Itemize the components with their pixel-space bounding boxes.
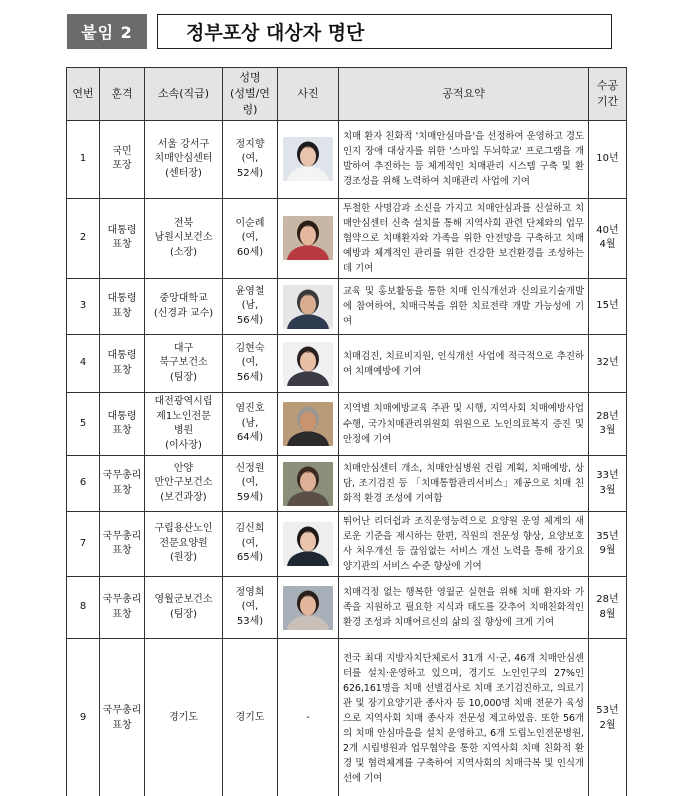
table-row — [67, 639, 627, 796]
service-period: 35년 9월 — [589, 512, 627, 577]
portrait-photo — [283, 522, 333, 566]
photo-cell — [278, 577, 339, 639]
row-number: 8 — [67, 577, 100, 639]
person-name: 김신희 (여, 65세) — [223, 512, 278, 577]
service-period: 28년 8월 — [589, 577, 627, 639]
affiliation: 중앙대학교 (신경과 교수) — [145, 279, 223, 335]
award-type: 국무총리 표창 — [100, 639, 145, 796]
person-name: 정지향 (여, 52세) — [223, 120, 278, 198]
page-title: 정부포상 대상자 명단 — [157, 14, 612, 49]
table-row — [67, 393, 627, 456]
header-award: 훈격 — [100, 68, 145, 121]
header-no: 연번 — [67, 68, 100, 121]
row-number: 7 — [67, 512, 100, 577]
portrait-photo — [283, 216, 333, 260]
photo-cell — [278, 335, 339, 393]
award-type: 국무총리 표창 — [100, 512, 145, 577]
affiliation: 대구 북구보건소 (팀장) — [145, 335, 223, 393]
row-number: 2 — [67, 198, 100, 278]
service-period: 33년 3월 — [589, 456, 627, 512]
service-period: 53년 2월 — [589, 639, 627, 796]
header-summary: 공적요약 — [339, 68, 589, 121]
affiliation: 구립용산노인 전문요양원 (원장) — [145, 512, 223, 577]
merit-summary: 치매걱정 없는 행복한 영월군 실현을 위해 치매 환자와 가족을 지원하고 필요한 지식과 태도를 갖추어 치매친화적인 환경 조성과 치매어르신의 삶의 질 향상에 크게 기여 — [339, 577, 589, 639]
award-type: 대통령 표창 — [100, 335, 145, 393]
merit-summary: 투철한 사명감과 소신을 가지고 치매안심과를 신설하고 치매안심센터 신축 설치를 통해 지역사회 관련 단체와의 업무협약으로 치매환자와 가족을 위한 안전망을 구축하고 치매예방과 체계적인 관리를 위한 건강한 보건환경을 조성하는데 기여 — [339, 198, 589, 278]
header-period: 수공 기간 — [589, 68, 627, 121]
service-period: 40년 4월 — [589, 198, 627, 278]
portrait-photo — [283, 586, 333, 630]
portrait-photo — [283, 402, 333, 446]
merit-summary: 치매검진, 치료비지원, 인식개선 사업에 적극적으로 추진하여 치매예방에 기여 — [339, 335, 589, 393]
table-row — [67, 279, 627, 335]
award-type: 국민 포장 — [100, 120, 145, 198]
photo-cell — [278, 512, 339, 577]
affiliation: 영월군보건소 (팀장) — [145, 577, 223, 639]
affiliation: 전북 남원시보건소 (소장) — [145, 198, 223, 278]
merit-summary: 지역별 치매예방교육 주관 및 시행, 지역사회 치매예방사업 수행, 국가치매관리위원회 위원으로 노인의료복지 증진 및 안정에 기여 — [339, 393, 589, 456]
affiliation: 대전광역시립 제1노인전문 병원 (이사장) — [145, 393, 223, 456]
merit-summary: 전국 최대 지방자치단체로서 31개 시·군, 46개 치매안심센터를 설치·운영하고 있으며, 경기도 노인인구의 27%인 626,161명을 치매 선별검사로 치매 조기검진하고, 의료기관 및 장기요양기관 종사자 등 10,000명 치매 전문가 육성으로 지역사회 치매 종사자 전문성 제고하였음. 또한 56개의 치매 안심마을을 설치 운영하고, 6개 도립노인전문병원, 2개 시립병원과 업무협약을 통한 지역사회 치매 친화적 환경 및 협력체계를 구축하여 지역사회의 치매극복 및 인식개선에 기여 — [339, 639, 589, 796]
table-row — [67, 335, 627, 393]
award-type: 대통령 표창 — [100, 198, 145, 278]
merit-summary: 교육 및 홍보활동을 통한 치매 인식개선과 신의료기술개발에 참여하여, 치매극복을 위한 치료전략 개발 가능성에 기여 — [339, 279, 589, 335]
header-photo: 사진 — [278, 68, 339, 121]
header-affiliation: 소속(직급) — [145, 68, 223, 121]
photo-cell — [278, 120, 339, 198]
photo-cell — [278, 639, 339, 796]
person-name: 김현숙 (여, 56세) — [223, 335, 278, 393]
row-number: 6 — [67, 456, 100, 512]
table-header-row — [67, 68, 627, 121]
photo-placeholder: - — [306, 712, 310, 724]
affiliation: 경기도 — [145, 639, 223, 796]
merit-summary: 치매 환자 친화적 '치매안심마을'을 선정하여 운영하고 경도인지 장애 대상자를 위한 '스마일 두뇌학교' 프로그램을 개발하여 추진하는 등 체계적인 치매관리 시스템 구축 및 환경조성을 위해 노력하여 치매관리 사업에 기여 — [339, 120, 589, 198]
photo-cell — [278, 279, 339, 335]
portrait-photo — [283, 137, 333, 181]
service-period: 28년 3월 — [589, 393, 627, 456]
table-row — [67, 577, 627, 639]
table-row — [67, 120, 627, 198]
award-type: 국무총리 표창 — [100, 577, 145, 639]
award-type: 대통령 표창 — [100, 393, 145, 456]
awardee-table — [66, 67, 627, 796]
header-name: 성명 (성별/연령) — [223, 68, 278, 121]
portrait-photo — [283, 342, 333, 386]
table-row — [67, 198, 627, 278]
photo-cell — [278, 456, 339, 512]
person-name: 신정원 (여, 59세) — [223, 456, 278, 512]
person-name: 염진호 (남, 64세) — [223, 393, 278, 456]
row-number: 4 — [67, 335, 100, 393]
person-name: 경기도 — [223, 639, 278, 796]
affiliation: 서울 강서구 치매안심센터 (센터장) — [145, 120, 223, 198]
row-number: 9 — [67, 639, 100, 796]
table-row — [67, 512, 627, 577]
service-period: 32년 — [589, 335, 627, 393]
portrait-photo — [283, 285, 333, 329]
row-number: 3 — [67, 279, 100, 335]
award-type: 국무총리 표창 — [100, 456, 145, 512]
row-number: 5 — [67, 393, 100, 456]
table-row — [67, 456, 627, 512]
header — [67, 14, 612, 49]
person-name: 이순례 (여, 60세) — [223, 198, 278, 278]
row-number: 1 — [67, 120, 100, 198]
service-period: 10년 — [589, 120, 627, 198]
photo-cell — [278, 393, 339, 456]
affiliation: 안양 만안구보건소 (보건과장) — [145, 456, 223, 512]
person-name: 윤영철 (남, 56세) — [223, 279, 278, 335]
portrait-photo — [283, 462, 333, 506]
service-period: 15년 — [589, 279, 627, 335]
attachment-badge: 붙임 2 — [67, 14, 147, 49]
merit-summary: 뛰어난 리더쉽과 조직운영능력으로 요양원 운영 체계의 새로운 기준을 제시하는 한편, 직원의 전문성 향상, 요양보호사 처우개선 등 끊임없는 서비스 개선 노력을 통해 장기요양기관의 서비스 수준 향상에 기여 — [339, 512, 589, 577]
merit-summary: 치매안심센터 개소, 치매안심병원 건립 계획, 치매예방, 상담, 조기검진 등 「치매통합관리서비스」제공으로 치매 친화적 환경 조성에 기여함 — [339, 456, 589, 512]
photo-cell — [278, 198, 339, 278]
award-type: 대통령 표창 — [100, 279, 145, 335]
person-name: 정영희 (여, 53세) — [223, 577, 278, 639]
